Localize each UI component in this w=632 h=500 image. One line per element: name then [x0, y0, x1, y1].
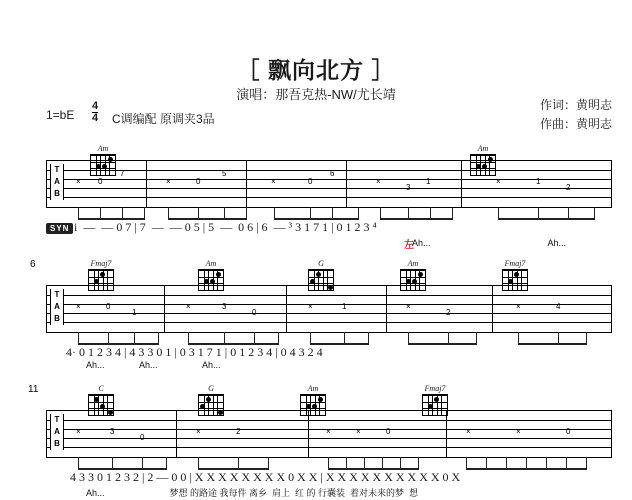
- performer-line: 演唱：那吾克热-NW/尤长靖: [236, 87, 396, 102]
- chord-name: Am: [307, 384, 319, 393]
- tab-clef: T A B: [50, 164, 64, 200]
- chord-name: Fmaj7: [504, 259, 526, 268]
- note-stems-2: [46, 331, 612, 345]
- chord-name: Fmaj7: [90, 259, 112, 268]
- composer-line: 作曲：黄明志: [539, 117, 612, 131]
- lyrics-row-3: Ah... 梦想 的路途 我每件 离乡 肩上 红 的 行囊装 着对未来的梦 想: [86, 488, 419, 498]
- lyrics-row-1: Ah... Ah...: [412, 238, 567, 248]
- lyricist-line: 作词：黄明志: [539, 98, 612, 112]
- tablature-staff-2: T A B × 0 1 × 3 0 × 1 × 2 × 4: [46, 285, 612, 333]
- staff-system-2: [30, 259, 612, 333]
- note-stems-3: [46, 456, 612, 470]
- key-signature: 1=bE: [46, 108, 75, 122]
- staff-system-3: [28, 384, 612, 458]
- time-signature-denominator: 4: [92, 112, 99, 124]
- syn-badge: SYN: [46, 223, 73, 234]
- tab-clef: T A B: [50, 414, 64, 450]
- tab-clef: T A B: [50, 289, 64, 325]
- staff-system-1: [46, 144, 612, 208]
- melody-numbers-1: i — — 0 7 | 7 — — 0 5 | 5 — 0 6 | 6 — ³ 3 1 7 1 | 0 1 2 3 ⁴: [74, 220, 377, 234]
- lyrics-row-2: Ah... Ah... Ah...: [86, 360, 221, 370]
- time-signature: [92, 101, 98, 124]
- note-stems-1: [46, 206, 612, 220]
- chord-name: G: [208, 384, 214, 393]
- arrangement-note: C调编配 原调夹3品: [112, 112, 215, 126]
- chord-name: Am: [407, 259, 419, 268]
- time-signature-numerator: 4: [92, 100, 99, 112]
- credits-block: [540, 96, 612, 134]
- measure-number-6: 6: [30, 259, 36, 270]
- red-marker: 左: [404, 240, 414, 251]
- chord-name: G: [318, 259, 324, 268]
- chord-name: Am: [97, 144, 109, 153]
- melody-numbers-3: 4 3 3 0 1 2 3 2 | 2 — 0 0 | X X X X X X X X 0 X X | X X X X X X X X X X 0 X: [70, 470, 461, 484]
- measure-number-11: 11: [28, 384, 39, 395]
- chord-name: Fmaj7: [424, 384, 446, 393]
- tablature-staff-3: T A B × 3 0 × 2 × × 0 × × 0: [46, 410, 612, 458]
- chord-name: C: [98, 384, 104, 393]
- chord-name: Am: [477, 144, 489, 153]
- chord-name: Am: [205, 259, 217, 268]
- tablature-staff-1: T A B × 0 7 × 0 5 × 0 6 × 3 1 × 1 2: [46, 160, 612, 208]
- page-title: ［ 飘向北方 ］: [236, 57, 396, 83]
- melody-numbers-2: 4· 0 1 2 3 4 | 4 3 3 0 1 | 0 3 1 7 1 | 0 1 2 3 4 | 0 4 3 2 4: [66, 345, 323, 359]
